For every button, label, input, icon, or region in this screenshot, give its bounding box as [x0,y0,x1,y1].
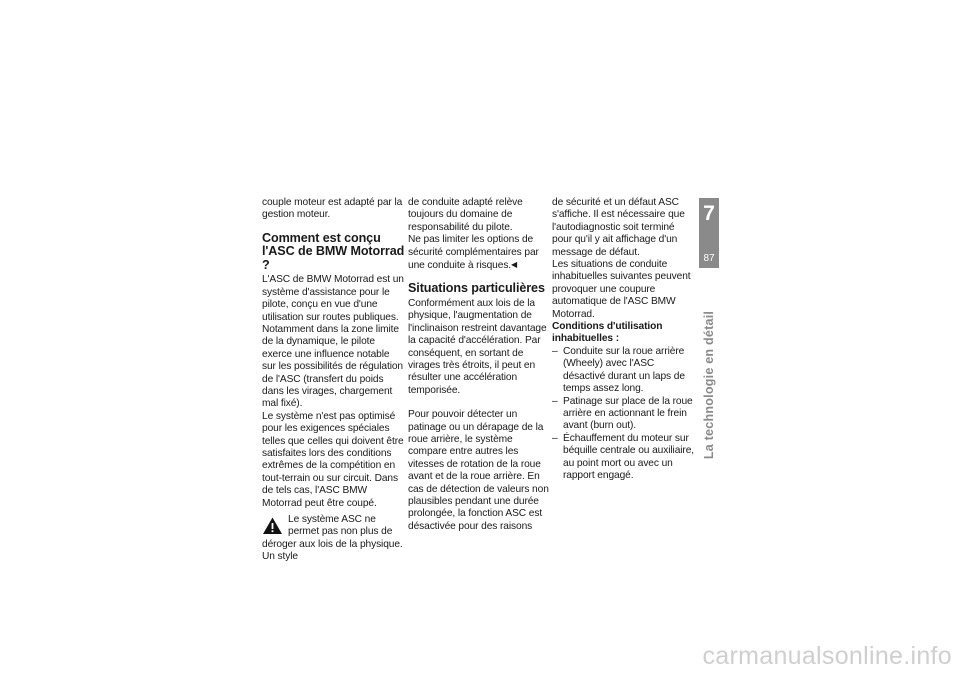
text-column-3 [552,197,695,482]
text-column-2 [408,197,551,533]
paragraph: Conformément aux lois de la physique, l'augmentation de l'inclinaison restreint davantage la capacité d'accélération. Par conséquent, en sortant de virages très étroits, il peut en résulter une accélération temporisée. [408,297,547,396]
list-item: – Conduite sur la roue arrière (Wheely) avec l'ASC désactivé durant un laps de temps assez long. [552,346,695,396]
paragraph [408,234,551,272]
intro-text: couple moteur est adapté par la gestion moteur. [262,197,403,221]
section-heading-asc-design: Comment est conçu l'ASC de BMW Motorrad ? [262,230,405,272]
chapter-title-vertical: La technologie en détail [702,310,716,460]
page-number: 87 [703,253,715,264]
watermark-text: carmanualsonline.info [702,642,952,670]
paragraph: de conduite adapté relève toujours du domaine de responsabilité du pilote. [408,197,523,233]
text-column-1 [262,197,405,564]
paragraph: Le système n'est pas optimisé pour les exigences spéciales telles que celles qui doivent être satisfaites lors des conditions extrêmes de la compétition en tout-terrain ou sur circuit. Dans de tels cas, l'ASC BMW Motorrad peut être coupé. [262,410,404,509]
chapter-number: 7 [703,202,715,225]
paragraph: L'ASC de BMW Motorrad est un système d'assistance pour le pilote, conçu en vue d'une utilisation sur routes publiques. Notamment dans la zone limite de la dynamique, le pilote exerce une influence notable sur les possibilités de régulation de l'ASC (transfert du poids dans les virages, chargement mal fixé). [262,274,404,410]
subheading-unusual-conditions: Conditions d'utilisation inhabituelles : [552,321,663,345]
list-item: – Échauffement du moteur sur béquille centrale ou auxiliaire, au point mort ou avec un rapport engagé. [552,433,695,483]
paragraph: Pour pouvoir détecter un patinage ou un dérapage de la roue arrière, le système compare entre autres les vitesses de rotation de la roue avant et de la roue arrière. En cas de détection de valeurs non plausibles pendant une durée prolongée, la fonction ASC est désactivée pour des raisons [408,409,549,532]
section-heading-special-situations: Situations particulières [408,281,545,296]
paragraph-text: Ne pas limiter les options de sécurité complémentaires par une conduite à risques. [408,234,539,272]
paragraph: de sécurité et un défaut ASC s'affiche. Il est nécessaire que l'autodiagnostic soit terminé pour qu'il y ait affichage d'un message de défaut. [552,197,685,258]
warning-note [262,514,405,564]
end-mark-icon: ◀ [511,260,518,270]
paragraph: Les situations de conduite inhabituelles suivantes peuvent provoquer une coupure automatique de l'ASC BMW Motorrad. [552,259,691,320]
warning-text: Le système ASC ne permet pas non plus de déroger aux lois de la physique. Un style [262,514,403,563]
condition-list [552,346,695,482]
chapter-tab [699,198,719,268]
warning-triangle-icon [262,516,283,535]
list-item: – Patinage sur place de la roue arrière en actionnant le frein avant (burn out). [552,396,695,433]
